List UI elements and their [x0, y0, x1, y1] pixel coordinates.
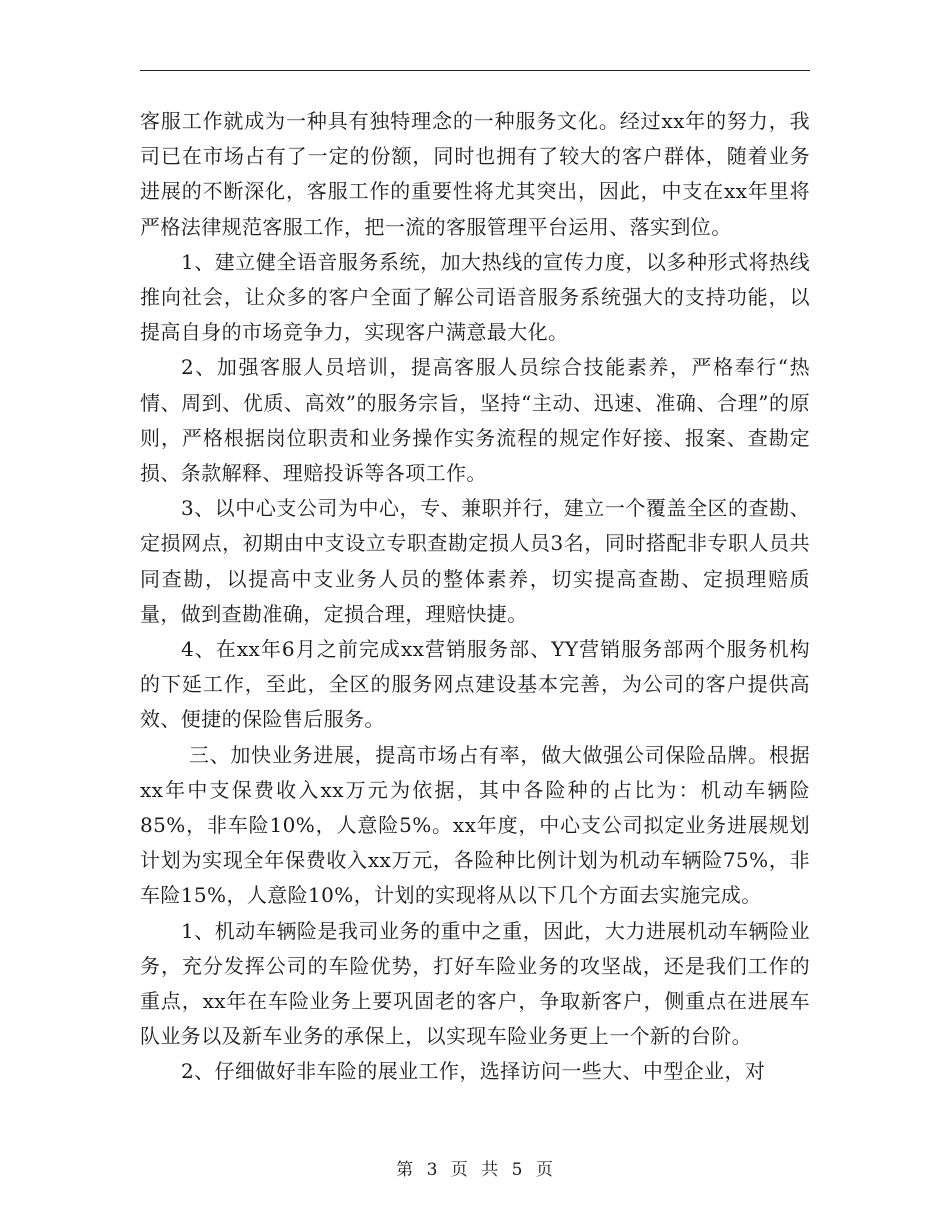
- page-number-footer: 第 3 页 共 5 页: [396, 1160, 554, 1180]
- paragraph-intro: 客服工作就成为一种具有独特理念的一种服务文化。经过xx年的努力，我司已在市场占有了一定的份额，同时也拥有了较大的客户群体，随着业务进展的不断深化，客服工作的重要性将尤其突出，因此，中支在xx年里将严格法律规范客服工作，把一流的客服管理平台运用、落实到位。: [140, 109, 810, 239]
- paragraph-item-1-voice-service: 1、建立健全语音服务系统，加大热线的宣传力度，以多种形式将热线推向社会，让众多的客户全面了解公司语音服务系统强大的支持功能，以提高自身的市场竞争力，实现客户满意最大化。: [140, 249, 810, 345]
- header-rule: [140, 70, 810, 71]
- document-body: [140, 104, 810, 1090]
- paragraph-section-3-business-growth: 三、加快业务进展，提高市场占有率，做大做强公司保险品牌。根据xx年中支保费收入xx万元为依据，其中各险种的占比为：机动车辆险85%，非车险10%，人意险5%。xx年度，中心支公司拟定业务进展规划计划为实现全年保费收入xx万元，各险种比例计划为机动车辆险75%，非车险15%，人意险10%，计划的实现将从以下几个方面去实施完成。: [140, 742, 810, 908]
- paragraph-item-3-survey-network: 3、以中心支公司为中心，专、兼职并行，建立一个覆盖全区的查勘、定损网点，初期由中支设立专职查勘定损人员3名，同时搭配非专职人员共同查勘，以提高中支业务人员的整体素养，切实提高查勘、定损理赔质量，做到查勘准确，定损合理，理赔快捷。: [140, 496, 810, 626]
- paragraph-item-2-staff-training: 2、加强客服人员培训，提高客服人员综合技能素养，严格奉行“热情、周到、优质、高效”的服务宗旨，坚持“主动、迅速、准确、合理”的原则，严格根据岗位职责和业务操作实务流程的规定作好接、报案、查勘定损、条款解释、理赔投诉等各项工作。: [140, 355, 810, 486]
- paragraph-item-1-vehicle-insurance: 1、机动车辆险是我司业务的重中之重，因此，大力进展机动车辆险业务，充分发挥公司的车险优势，打好车险业务的攻坚战，还是我们工作的重点，xx年在车险业务上要巩固老的客户，争取新客户，侧重点在进展车队业务以及新车业务的承保上，以实现车险业务更上一个新的台阶。: [140, 918, 810, 1049]
- paragraph-item-4-service-outlets: 4、在xx年6月之前完成xx营销服务部、YY营销服务部两个服务机构的下延工作，至此，全区的服务网点建设基本完善，为公司的客户提供高效、便捷的保险售后服务。: [140, 637, 810, 732]
- paragraph-item-2-non-vehicle: 2、仔细做好非车险的展业工作，选择访问一些大、中型企业，对: [181, 1059, 766, 1084]
